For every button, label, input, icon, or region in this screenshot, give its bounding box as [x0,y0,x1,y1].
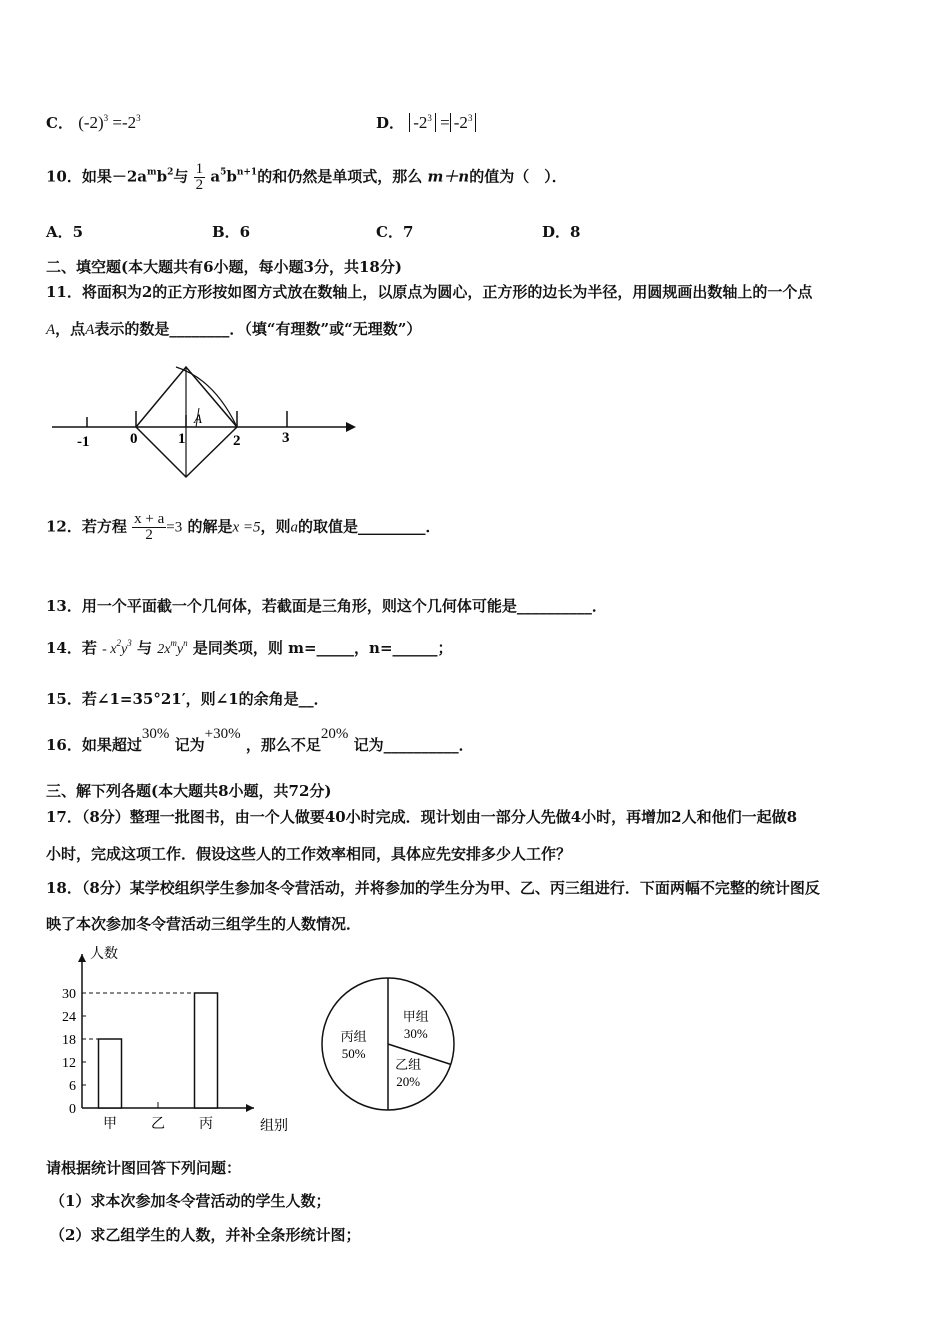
fraction: $\frac{1}{2}$ [195,161,204,193]
question-18-line1: 18．（8分）某学校组织学生参加冬令营活动，并将参加的学生分为甲、乙、丙三组进行．下面两幅不完整的统计图反 [46,879,820,897]
q9-option-d: D． $-2^3 = -2^3$ [376,112,476,133]
question-11-line1: 11．将面积为2的正方形按如图方式放在数轴上，以原点为圆心，正方形的边长为半径，用圆规画出数轴上的一个点 [46,283,813,301]
x-tick-label: 乙 [151,1117,165,1132]
bar-chart [46,940,306,1140]
tick-label: 1 [178,431,186,447]
x-tick-label: 丙 [199,1117,213,1132]
y-tick-label: 12 [62,1056,76,1071]
tick-label: 0 [130,431,138,447]
section-2-heading: 二、填空题(本大题共有6小题，每小题3分，共18分) [46,258,402,276]
question-10: 10．如果$-2a^mb^2$与 $\frac{1}{2}$ $a^5b^{n+1}$的和仍然是单项式，那么 m＋n的值为（ ）． [46,161,567,193]
q9-option-c: C． $(-2)^3 =-2^3$ [46,113,141,132]
number-line-figure [46,355,366,485]
pie-slice-value: 50% [341,1046,366,1061]
tick-label: 3 [282,430,290,446]
pie-chart [318,974,463,1114]
question-11-line2: A，点A表示的数是________．（填“有理数”或“无理数”） [46,320,422,338]
question-13: 13．用一个平面截一个几何体，若截面是三角形，则这个几何体可能是__________． [46,597,607,615]
y-tick-label: 6 [69,1079,76,1094]
point-a-label: A [194,411,202,426]
question-14: 14．若 - $x^2y^3$ 与 $2x^my^n$ 是同类项，则 m=_____，n=______； [46,638,453,657]
y-axis-arrow [78,954,86,962]
question-15: 15．若∠1=35°21′，则∠1的余角是__． [46,690,329,708]
pie-slice-label: 丙组 [340,1029,367,1044]
q10-option-c: C．7 [376,223,414,241]
question-18-line2: 映了本次参加冬令营活动三组学生的人数情况． [46,915,362,933]
x-axis-arrow [246,1104,254,1112]
pie-slice-label: 甲组 [402,1008,429,1024]
section-3-heading: 三、解下列各题(本大题共8小题，共72分) [46,782,332,800]
q10-option-d: D．8 [542,223,581,241]
question-17-line1: 17．（8分）整理一批图书，由一个人做要40小时完成．现计划由一部分人先做4小时，再增加2人和他们一起做8 [46,808,798,826]
x-tick-label: 甲 [103,1117,117,1132]
question-16: 16．如果超过30% 记为+30% ，那么不足20% 记为__________． [46,726,474,754]
pie-slice-label: 乙组 [395,1056,422,1072]
q10-option-a: A．5 [46,223,84,241]
y-tick-label: 0 [69,1102,76,1117]
question-12: 12．若方程 $\frac{x + a}{2}$ =3 的解是x =5，则a的取值是_________． [46,511,441,543]
q18-prompt: 请根据统计图回答下列问题： [46,1159,242,1177]
bar-丙 [195,993,218,1108]
bar-甲 [99,1039,122,1108]
tick-label: 2 [233,433,241,449]
q10-option-b: B．6 [212,223,251,241]
y-tick-label: 18 [62,1033,76,1048]
pie-slice-value: 20% [396,1073,421,1089]
question-17-line2: 小时，完成这项工作．假设这些人的工作效率相同，具体应先安排多少人工作？ [46,845,572,863]
tick-label: -1 [77,434,90,450]
y-tick-label: 24 [62,1010,76,1025]
y-tick-label: 30 [62,987,76,1002]
y-axis-label: 人数 [90,947,118,962]
q18-sub-1: （1）求本次参加冬令营活动的学生人数； [50,1192,331,1210]
q18-sub-2: （2）求乙组学生的人数，并补全条形统计图； [50,1226,361,1244]
pie-slice-value: 30% [403,1025,428,1041]
x-axis-label: 组别 [260,1119,288,1134]
